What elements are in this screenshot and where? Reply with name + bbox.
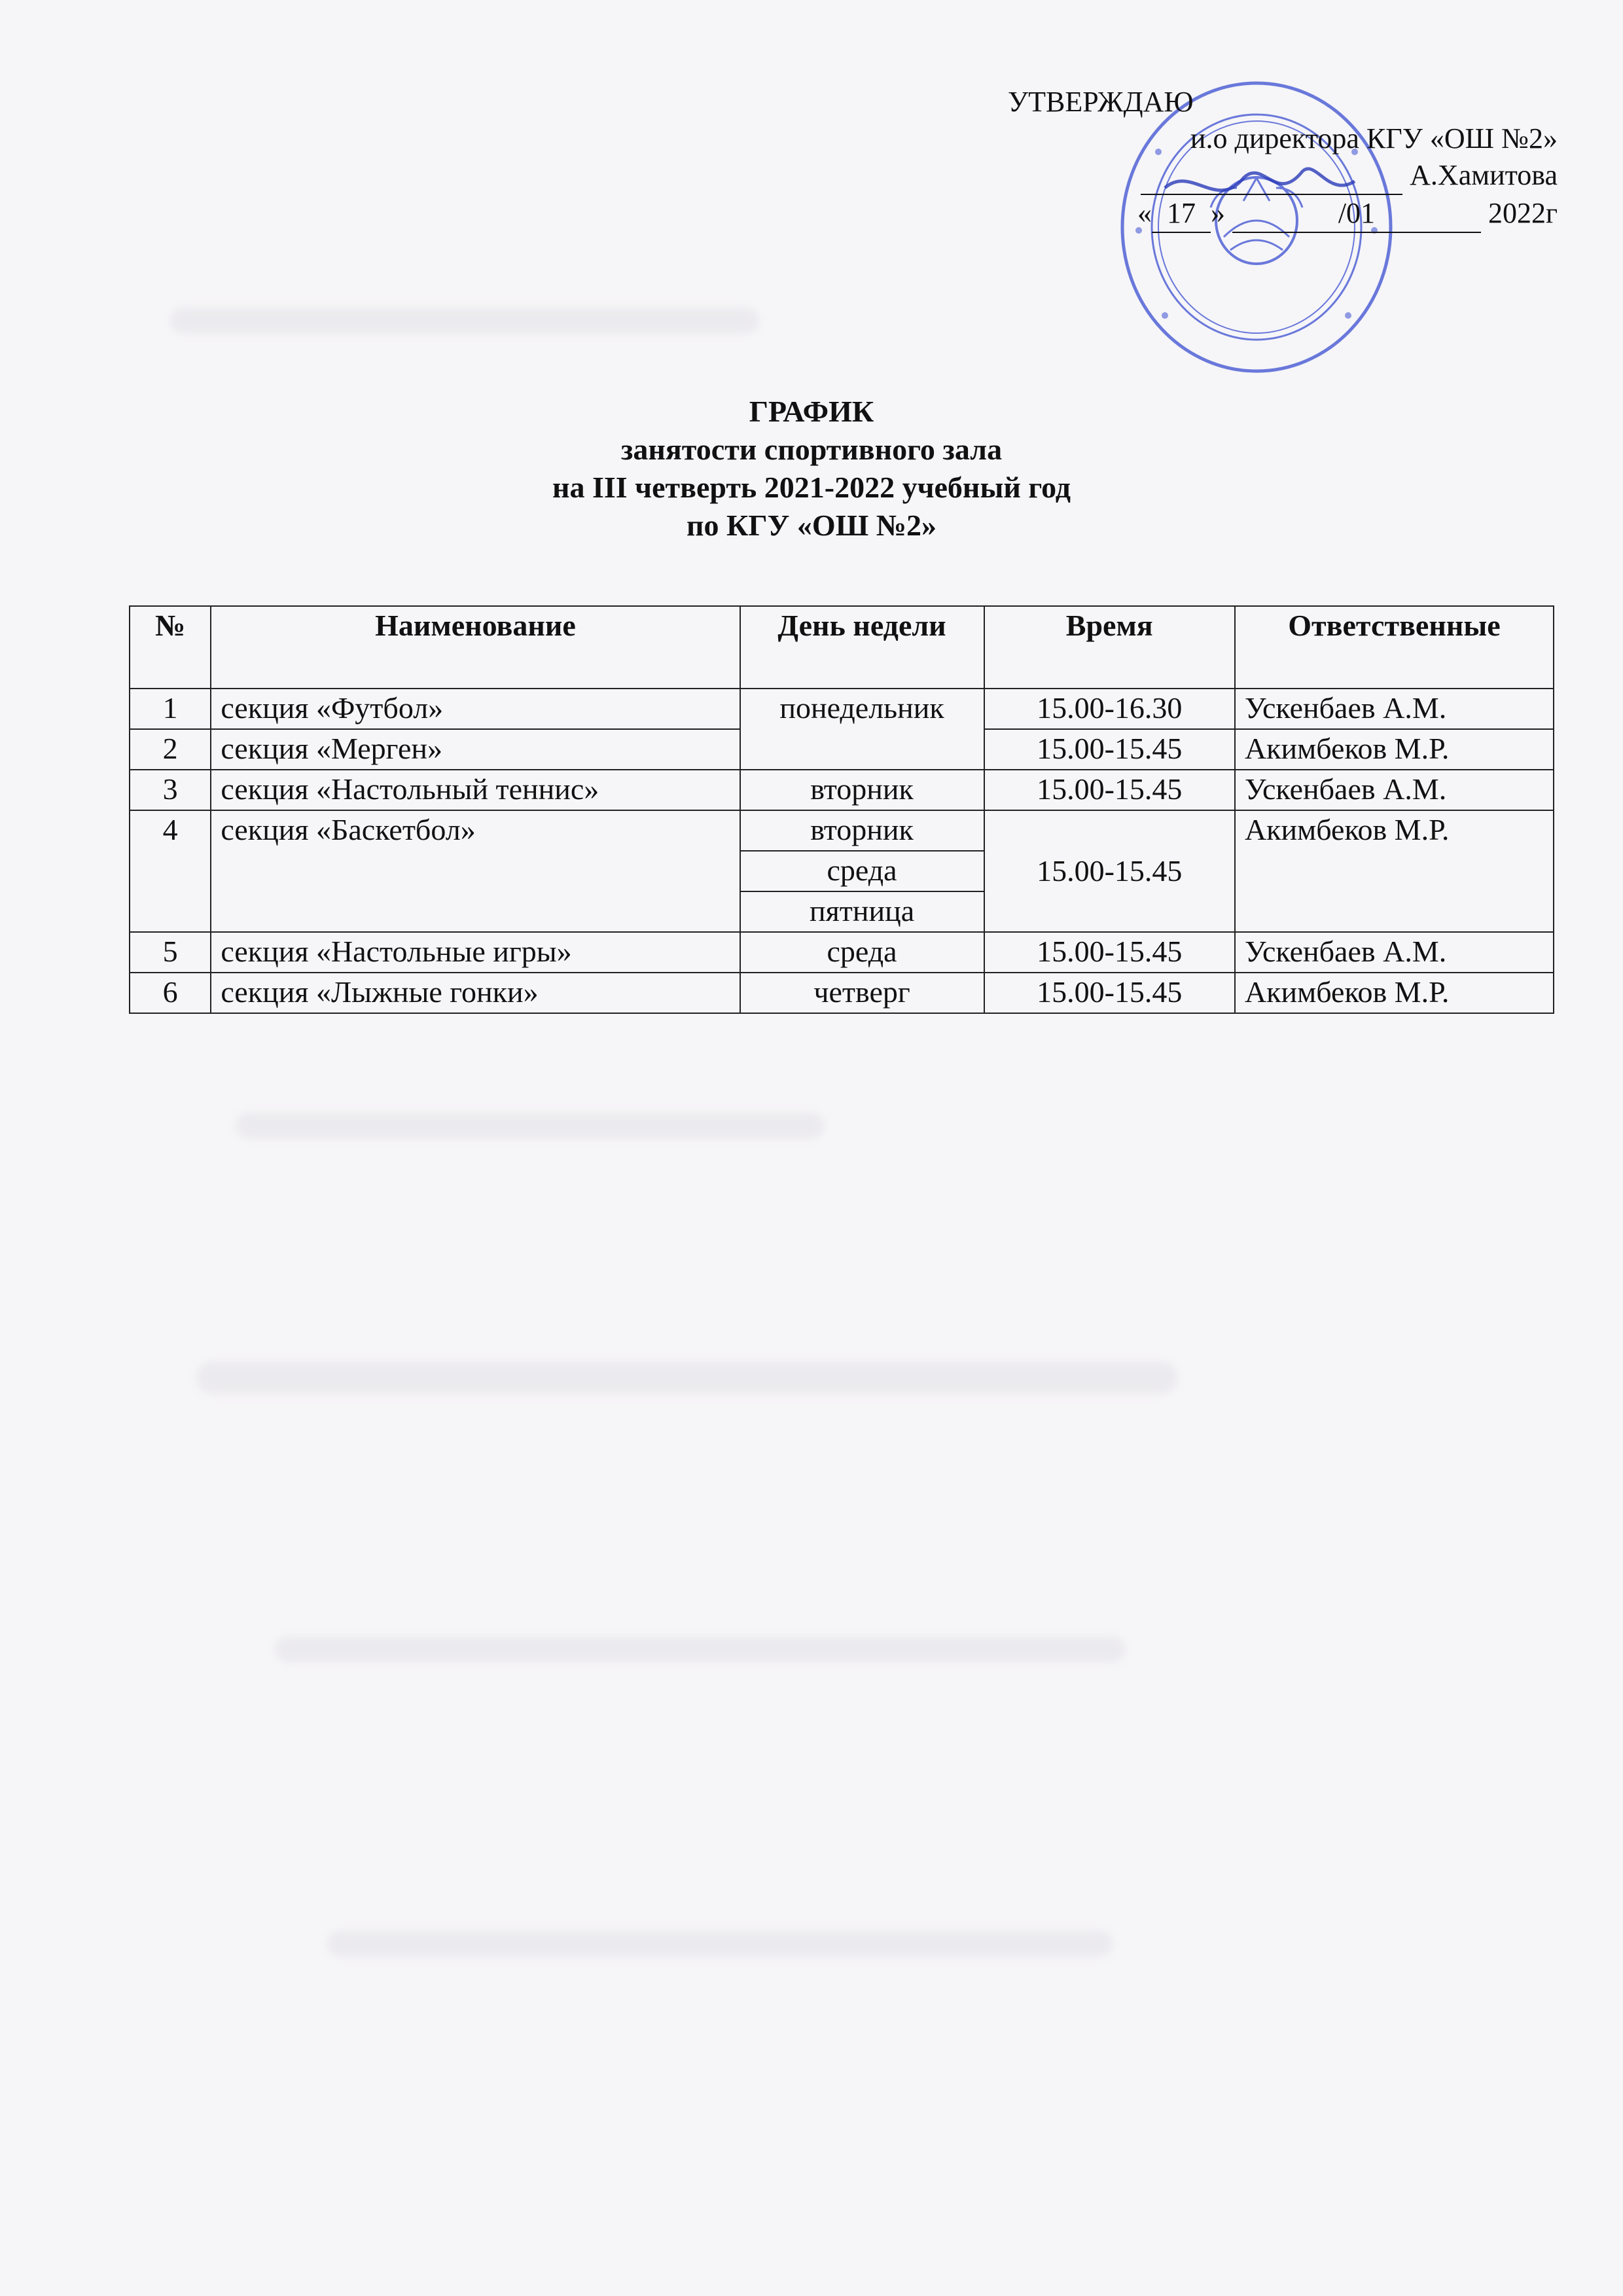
cell-name: секция «Лыжные гонки» — [211, 973, 740, 1013]
title-line-2: занятости спортивного зала — [620, 433, 1003, 466]
cell-num: 4 — [130, 810, 211, 932]
title-line-1: ГРАФИК — [749, 395, 874, 428]
cell-day: среда — [740, 851, 984, 891]
cell-day: вторник — [740, 810, 984, 851]
cell-num: 1 — [130, 689, 211, 729]
table-row — [130, 770, 1554, 810]
header-day: День недели — [740, 606, 984, 689]
date-year: 2022г — [1488, 197, 1558, 229]
cell-num: 3 — [130, 770, 211, 810]
schedule-table — [129, 605, 1554, 1014]
date-close-quote: » — [1210, 197, 1225, 229]
cell-day: понедельник — [740, 689, 984, 770]
director-position: и.о директора КГУ «ОШ №2» — [1190, 122, 1558, 154]
cell-time: 15.00-16.30 — [984, 689, 1235, 729]
signature-line — [1008, 157, 1558, 195]
cell-time: 15.00-15.45 — [984, 973, 1235, 1013]
cell-responsible: Ускенбаев А.М. — [1235, 770, 1554, 810]
table-row — [130, 689, 1554, 729]
cell-name: секция «Баскетбол» — [211, 810, 740, 932]
cell-name: секция «Футбол» — [211, 689, 740, 729]
cell-name: секция «Мерген» — [211, 729, 740, 770]
cell-responsible: Акимбеков М.Р. — [1235, 973, 1554, 1013]
cell-name: секция «Настольный теннис» — [211, 770, 740, 810]
cell-time: 15.00-15.45 — [984, 770, 1235, 810]
cell-num: 6 — [130, 973, 211, 1013]
approval-date — [1008, 195, 1558, 233]
title-line-3: на III четверть 2021-2022 учебный год — [552, 471, 1071, 504]
cell-responsible: Ускенбаев А.М. — [1235, 689, 1554, 729]
approval-block — [1008, 84, 1558, 233]
cell-responsible: Акимбеков М.Р. — [1235, 810, 1554, 932]
table-row — [130, 932, 1554, 973]
date-month: /01 — [1232, 195, 1481, 233]
header-time: Время — [984, 606, 1235, 689]
cell-responsible: Акимбеков М.Р. — [1235, 729, 1554, 770]
cell-name: секция «Настольные игры» — [211, 932, 740, 973]
cell-day: среда — [740, 932, 984, 973]
table-row — [130, 810, 1554, 851]
header-responsible: Ответственные — [1235, 606, 1554, 689]
table-header-row — [130, 606, 1554, 689]
date-day: 17 — [1152, 195, 1211, 233]
director-name: А.Хамитова — [1410, 159, 1558, 191]
title-line-4: по КГУ «ОШ №2» — [687, 509, 936, 542]
header-name: Наименование — [211, 606, 740, 689]
cell-day: четверг — [740, 973, 984, 1013]
document-title — [0, 393, 1623, 545]
header-num: № — [130, 606, 211, 689]
cell-num: 5 — [130, 932, 211, 973]
cell-time: 15.00-15.45 — [984, 932, 1235, 973]
date-open-quote: « — [1137, 197, 1152, 229]
cell-time: 15.00-15.45 — [984, 810, 1235, 932]
cell-day: вторник — [740, 770, 984, 810]
cell-num: 2 — [130, 729, 211, 770]
table-row — [130, 973, 1554, 1013]
cell-responsible: Ускенбаев А.М. — [1235, 932, 1554, 973]
cell-time: 15.00-15.45 — [984, 729, 1235, 770]
cell-day: пятница — [740, 891, 984, 932]
approve-word: УТВЕРЖДАЮ — [1008, 86, 1194, 118]
